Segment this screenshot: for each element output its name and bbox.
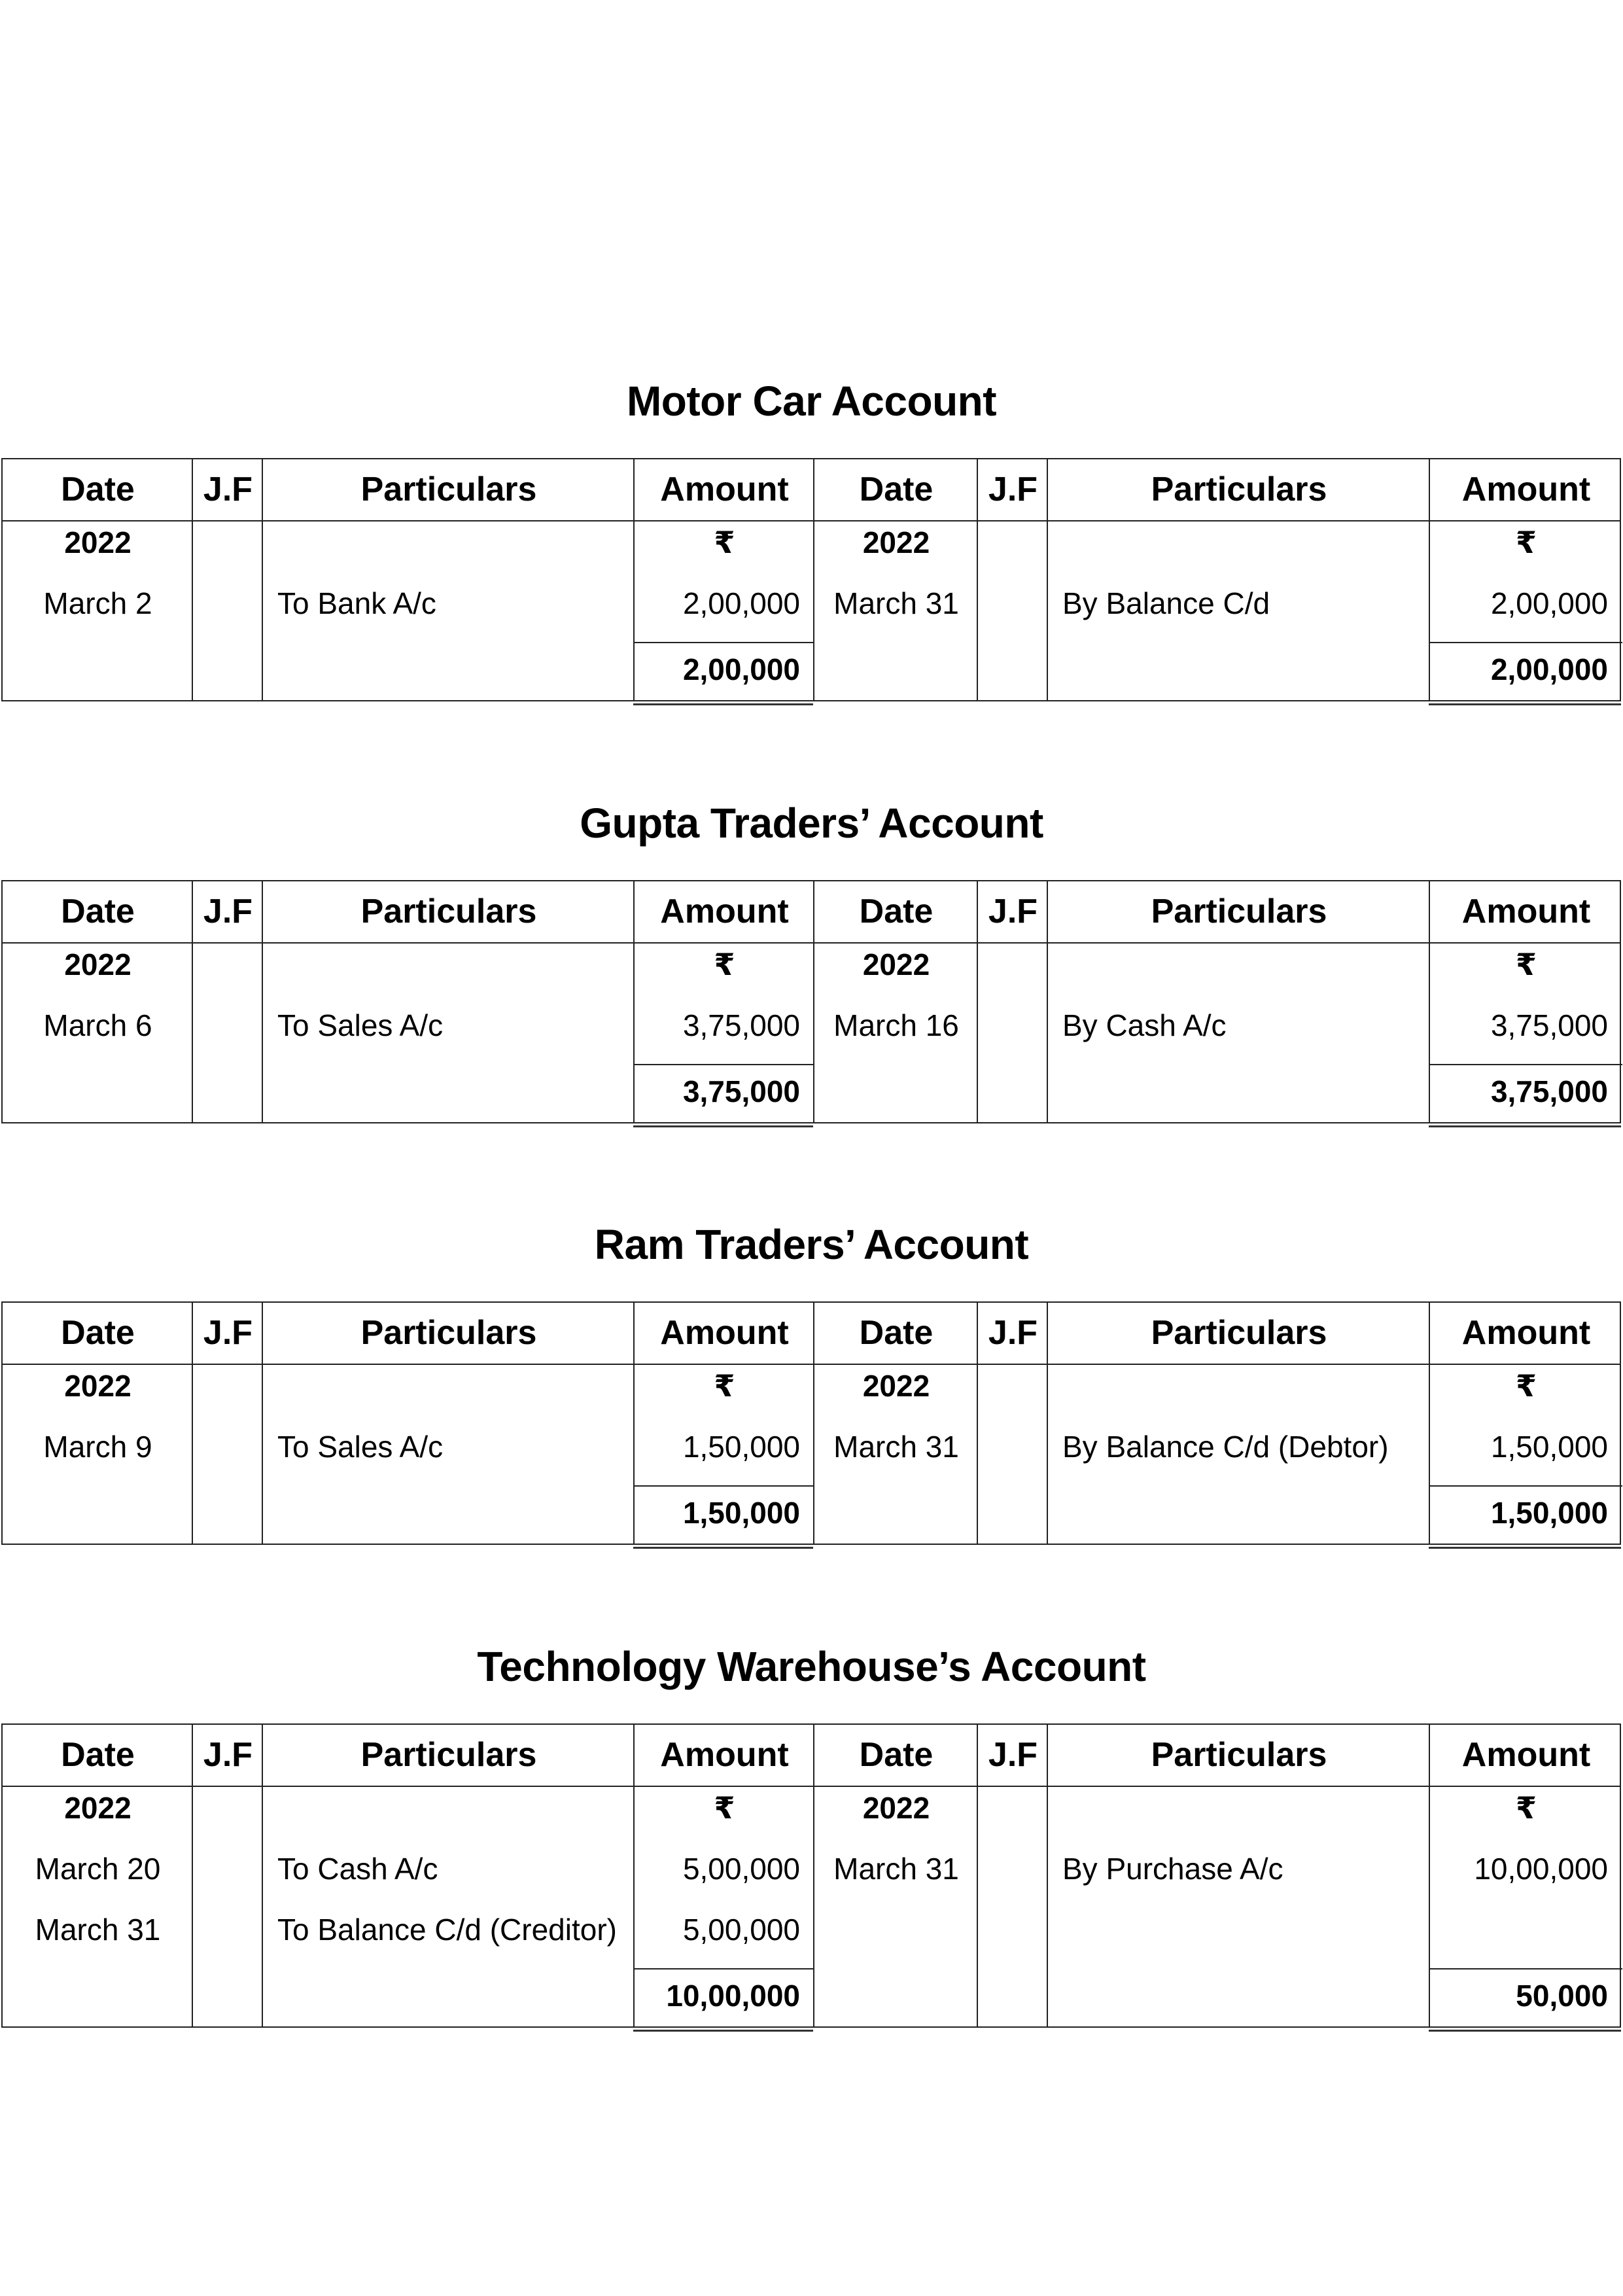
credit-entry-particulars: By Balance C/d	[1062, 586, 1270, 620]
column-header-date-credit: Date	[859, 470, 934, 508]
debit-entry-amount: 2,00,000	[682, 586, 800, 620]
debit-year: 2022	[64, 1369, 131, 1403]
ledger-table	[1, 1301, 1621, 1545]
credit-total-amount: 1,50,000	[1490, 1496, 1608, 1530]
rupee-symbol-icon: ₹	[714, 525, 735, 559]
credit-year: 2022	[862, 525, 930, 559]
debit-total-rule	[635, 1485, 814, 1487]
account-title: Ram Traders’ Account	[594, 1221, 1029, 1268]
debit-total-amount: 1,50,000	[682, 1496, 800, 1530]
credit-total-rule	[1430, 1064, 1622, 1065]
credit-entry-date: March 31	[833, 586, 959, 620]
column-header-jf-credit: J.F	[988, 1314, 1038, 1352]
debit-entry-amount: 1,50,000	[682, 1430, 800, 1464]
rupee-symbol-icon: ₹	[714, 1791, 735, 1825]
credit-entry-particulars: By Cash A/c	[1062, 1008, 1227, 1042]
rupee-symbol-icon: ₹	[1515, 525, 1537, 559]
column-header-particulars-credit: Particulars	[1151, 1314, 1327, 1352]
debit-year: 2022	[64, 1791, 131, 1825]
credit-entry-date: March 16	[833, 1008, 959, 1042]
rupee-symbol-icon: ₹	[1515, 947, 1537, 981]
column-header-date-debit: Date	[61, 1314, 135, 1352]
debit-total-double-underline	[633, 703, 813, 705]
column-header-date-credit: Date	[859, 1736, 934, 1774]
credit-total-amount: 3,75,000	[1490, 1074, 1608, 1108]
column-header-amount-credit: Amount	[1461, 892, 1591, 930]
debit-entry-amount: 5,00,000	[682, 1913, 800, 1947]
debit-total-double-underline	[633, 1125, 813, 1127]
column-header-jf-debit: J.F	[203, 1314, 253, 1352]
credit-total-double-underline	[1429, 1547, 1621, 1549]
debit-entry-date: March 31	[35, 1913, 161, 1947]
column-header-date-debit: Date	[61, 1736, 135, 1774]
credit-year: 2022	[862, 1369, 930, 1403]
column-header-amount-debit: Amount	[660, 1314, 789, 1352]
column-header-particulars-credit: Particulars	[1151, 892, 1327, 930]
credit-entry-amount: 1,50,000	[1490, 1430, 1608, 1464]
credit-entry-date: March 31	[833, 1852, 959, 1886]
debit-entry-date: March 20	[35, 1852, 161, 1886]
credit-total-double-underline	[1429, 2030, 1621, 2032]
column-header-particulars-credit: Particulars	[1151, 1736, 1327, 1774]
column-header-date-debit: Date	[61, 892, 135, 930]
credit-entry-particulars: By Purchase A/c	[1062, 1852, 1283, 1886]
column-header-date-credit: Date	[859, 1314, 934, 1352]
column-header-particulars-debit: Particulars	[360, 892, 537, 930]
column-header-amount-debit: Amount	[660, 892, 789, 930]
debit-total-double-underline	[633, 1547, 813, 1549]
column-header-date-credit: Date	[859, 892, 934, 930]
column-header-jf-credit: J.F	[988, 892, 1038, 930]
credit-total-rule	[1430, 1968, 1622, 1969]
column-header-jf-debit: J.F	[203, 470, 253, 508]
column-header-date-debit: Date	[61, 470, 135, 508]
column-header-amount-credit: Amount	[1461, 470, 1591, 508]
debit-total-amount: 3,75,000	[682, 1074, 800, 1108]
debit-total-double-underline	[633, 2030, 813, 2032]
credit-entry-amount: 3,75,000	[1490, 1008, 1608, 1042]
account-title: Motor Car Account	[626, 378, 997, 425]
credit-entry-amount: 10,00,000	[1474, 1852, 1608, 1886]
debit-year: 2022	[64, 525, 131, 559]
ledger-table	[1, 880, 1621, 1123]
column-header-particulars-debit: Particulars	[360, 470, 537, 508]
credit-year: 2022	[862, 1791, 930, 1825]
debit-entry-amount: 5,00,000	[682, 1852, 800, 1886]
debit-total-amount: 10,00,000	[666, 1979, 800, 2013]
debit-entry-particulars: To Sales A/c	[277, 1008, 444, 1042]
credit-total-amount: 2,00,000	[1490, 652, 1608, 686]
credit-entry-particulars: By Balance C/d (Debtor)	[1062, 1430, 1389, 1464]
column-header-jf-credit: J.F	[988, 470, 1038, 508]
debit-total-rule	[635, 1064, 814, 1065]
column-header-amount-debit: Amount	[660, 1736, 789, 1774]
debit-total-rule	[635, 1968, 814, 1969]
credit-total-double-underline	[1429, 1125, 1621, 1127]
debit-entry-date: March 6	[43, 1008, 152, 1042]
column-header-jf-debit: J.F	[203, 892, 253, 930]
account-title: Gupta Traders’ Account	[580, 800, 1043, 847]
debit-entry-amount: 3,75,000	[682, 1008, 800, 1042]
debit-entry-particulars: To Sales A/c	[277, 1430, 444, 1464]
column-header-jf-debit: J.F	[203, 1736, 253, 1774]
credit-entry-date: March 31	[833, 1430, 959, 1464]
account-title: Technology Warehouse’s Account	[477, 1643, 1146, 1690]
credit-entry-amount: 2,00,000	[1490, 586, 1608, 620]
column-header-particulars-debit: Particulars	[360, 1736, 537, 1774]
credit-total-amount: 50,000	[1516, 1979, 1608, 2013]
credit-year: 2022	[862, 947, 930, 981]
column-header-amount-debit: Amount	[660, 470, 789, 508]
rupee-symbol-icon: ₹	[1515, 1369, 1537, 1403]
credit-total-rule	[1430, 1485, 1622, 1487]
debit-entry-date: March 2	[43, 586, 152, 620]
credit-total-rule	[1430, 642, 1622, 643]
debit-total-rule	[635, 642, 814, 643]
column-header-amount-credit: Amount	[1461, 1736, 1591, 1774]
debit-entry-particulars: To Balance C/d (Creditor)	[277, 1913, 617, 1947]
column-header-jf-credit: J.F	[988, 1736, 1038, 1774]
debit-entry-date: March 9	[43, 1430, 152, 1464]
debit-total-amount: 2,00,000	[682, 652, 800, 686]
column-header-amount-credit: Amount	[1461, 1314, 1591, 1352]
debit-entry-particulars: To Cash A/c	[277, 1852, 438, 1886]
ledger-table	[1, 458, 1621, 701]
column-header-particulars-credit: Particulars	[1151, 470, 1327, 508]
debit-entry-particulars: To Bank A/c	[277, 586, 436, 620]
ledger-table	[1, 1723, 1621, 2028]
debit-year: 2022	[64, 947, 131, 981]
rupee-symbol-icon: ₹	[1515, 1791, 1537, 1825]
rupee-symbol-icon: ₹	[714, 1369, 735, 1403]
credit-total-double-underline	[1429, 703, 1621, 705]
column-header-particulars-debit: Particulars	[360, 1314, 537, 1352]
rupee-symbol-icon: ₹	[714, 947, 735, 981]
